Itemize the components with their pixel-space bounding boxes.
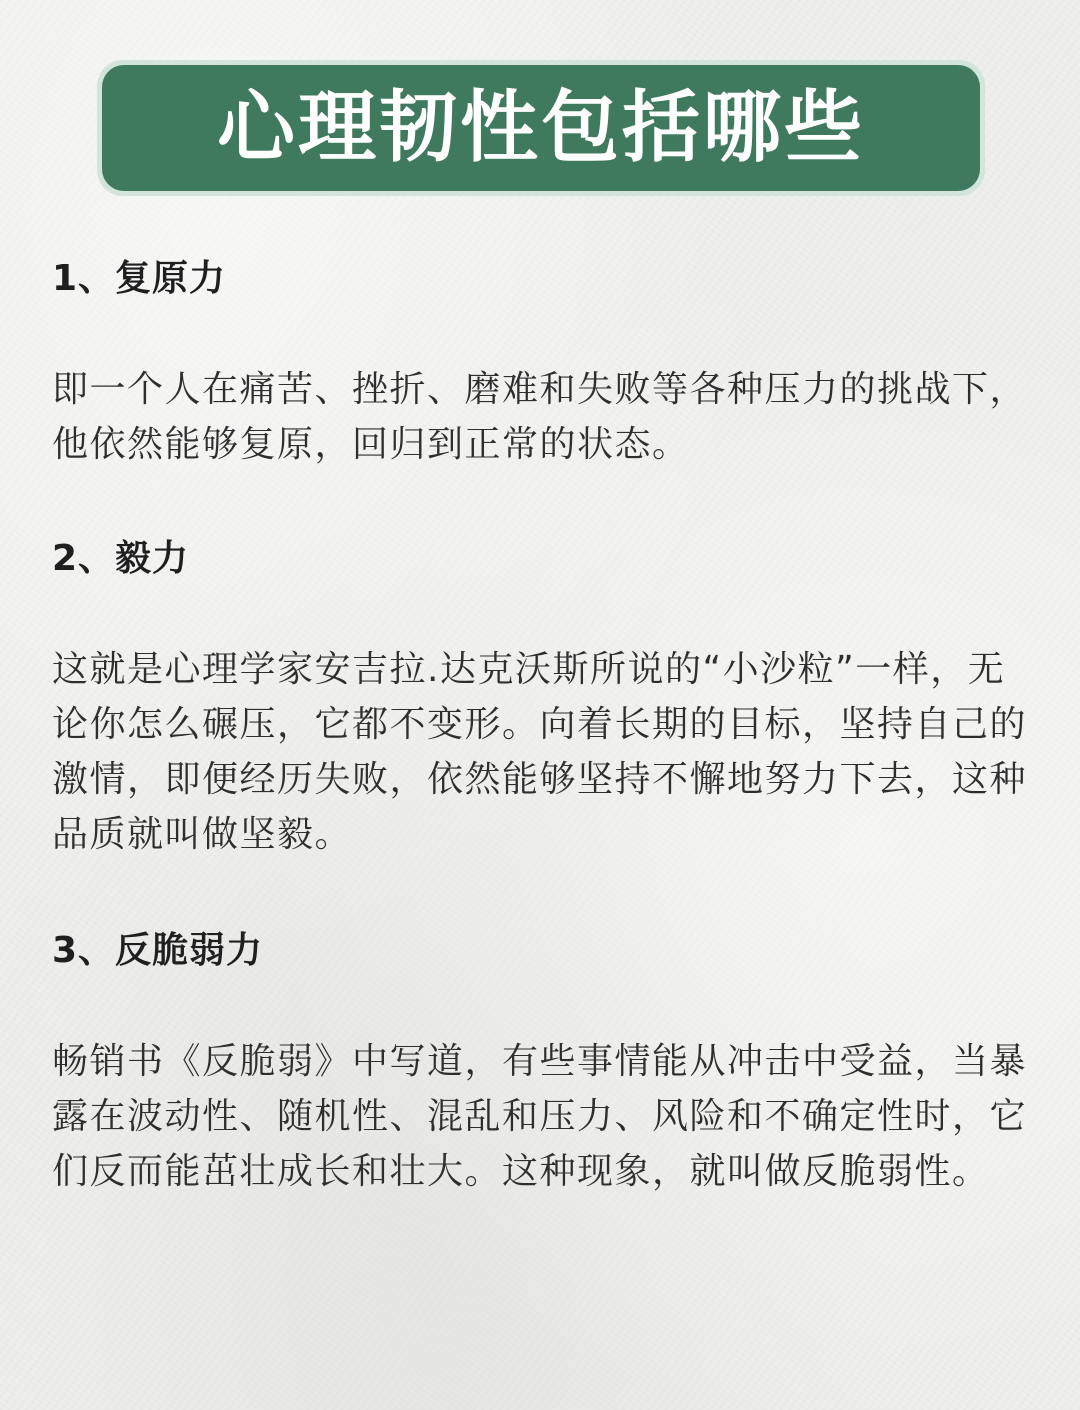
section-body-antifragility: 畅销书《反脆弱》中写道，有些事情能从冲击中受益，当暴露在波动性、随机性、混乱和压力、风险和不确定性时，它们反而能茁壮成长和壮大。这种现象，就叫做反脆弱性。 <box>52 1041 1028 1192</box>
title-banner-inner <box>102 65 980 191</box>
section-heading-resilience: 1、复原力 <box>52 258 227 299</box>
section-body-resilience: 即一个人在痛苦、挫折、磨难和失败等各种压力的挑战下，他依然能够复原，回归到正常的状态。 <box>52 369 1028 465</box>
section-heading-antifragility: 3、反脆弱力 <box>52 930 264 971</box>
section-body-grit: 这就是心理学家安吉拉.达克沃斯所说的“小沙粒”一样，无论你怎么碾压，它都不变形。向着长期的目标，坚持自己的激情，即便经历失败，依然能够坚持不懈地努力下去，这种品质就叫做坚毅。 <box>52 649 1028 855</box>
page-title: 心理韧性包括哪些 <box>216 83 865 173</box>
title-banner <box>97 60 985 196</box>
section-heading-grit: 2、毅力 <box>52 538 190 579</box>
